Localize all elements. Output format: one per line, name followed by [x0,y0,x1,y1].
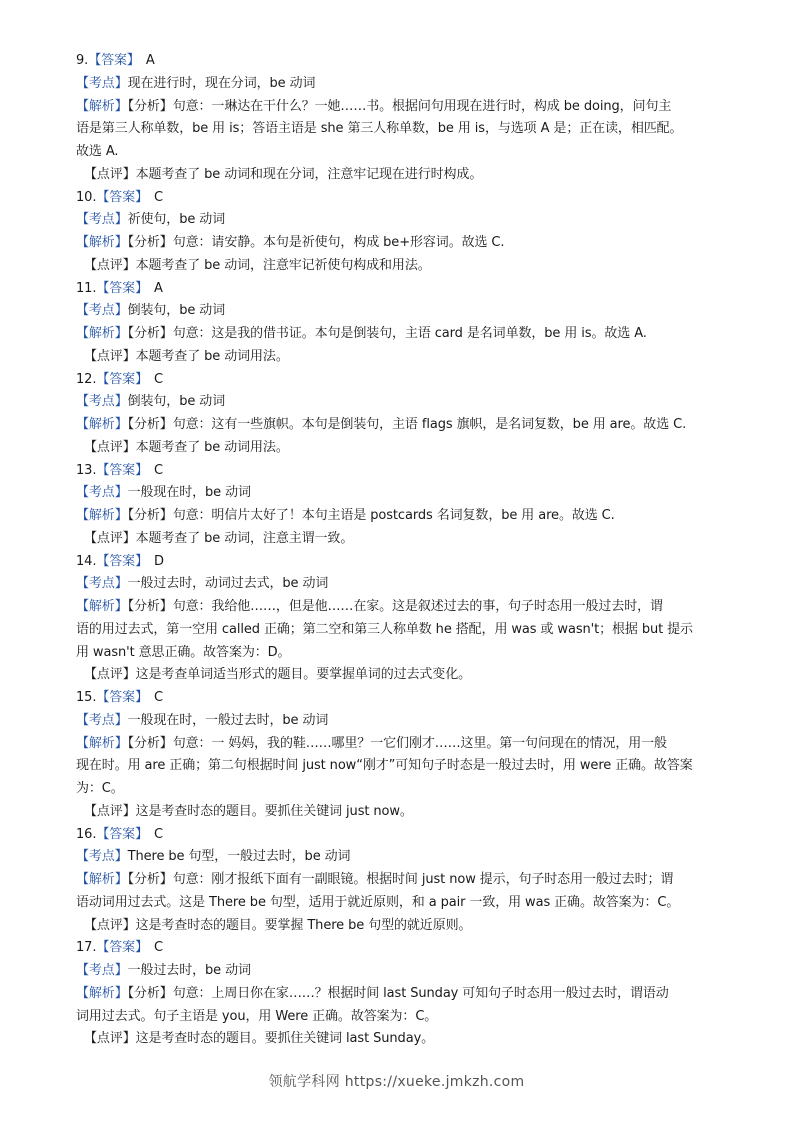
comment-text: 本题考查了 be 动词和现在分词，注意牢记现在进行时构成。 [135,166,483,182]
analysis-label: 【解析】 [76,599,128,614]
comment-text: 这是考查单词适当形式的题目。要掌握单词的过去式变化。 [135,667,472,683]
answer-line [76,369,726,392]
sub-analysis-label: 【分析】 [127,985,173,1001]
comment-line [76,528,726,551]
point-text: 现在进行时，现在分词，be 动词 [127,75,316,91]
answer-item [76,460,726,551]
answer-label: 【答案】 [96,280,148,296]
answer-item [76,187,726,278]
analysis-label: 【解析】 [76,872,128,887]
analysis-text: 句意：上周日你在家……？根据时间 last Sunday 可知句子时态用一般过去时，谓语动 [172,985,669,1001]
answer-label: 【答案】 [96,371,148,387]
comment-label: 【点评】 [84,803,136,819]
analysis-label: 【解析】 [76,985,128,1001]
comment-text: 本题考查了 be 动词用法。 [135,439,289,455]
answer-label: 【答案】 [96,462,148,478]
analysis-line [76,141,726,164]
comment-line [76,801,726,824]
answer-item [76,278,726,369]
analysis-text: 句意：一 妈妈，我的鞋……哪里？一它们刚才……这里。第一句问现在的情况，用一般 [172,735,667,751]
point-label: 【考点】 [76,485,128,501]
comment-label: 【点评】 [84,530,136,546]
point-text: 倒装句，be 动词 [127,394,226,410]
sub-analysis-label: 【分析】 [127,235,173,250]
point-label: 【考点】 [76,963,128,978]
analysis-text: 句意：我给他……，但是他……在家。这是叙述过去的事，句子时态用一般过去时，谓 [172,599,663,614]
point-line [76,391,726,414]
sub-analysis-label: 【分析】 [127,599,173,614]
page-footer: 领航学科网 https://xueke.jmkzh.com [268,1074,525,1090]
point-line [76,209,726,232]
analysis-label: 【解析】 [76,98,128,114]
analysis-text: 句意：这有一些旗帜。本句是倒装句，主语 flags 旗帜，是名词复数，be 用 are。故选 C. [172,417,687,432]
analysis-line [76,232,726,255]
answer-line [76,937,726,960]
point-label: 【考点】 [76,212,128,228]
analysis-line [76,323,726,346]
analysis-label: 【解析】 [76,508,128,523]
answer-document [76,50,726,1051]
comment-label: 【点评】 [84,917,136,933]
sub-analysis-label: 【分析】 [127,417,173,432]
question-number: 12. [76,371,97,387]
answer-value: C [153,189,163,205]
analysis-text: 语的用过去式，第一空用 called 正确；第二空和第三人称单数 he 搭配，用 was 或 wasn't；根据 but 提示 [76,621,693,637]
analysis-line [76,983,726,1006]
analysis-text: 故选 A. [76,144,119,159]
analysis-line [76,619,726,642]
analysis-label: 【解析】 [76,235,128,250]
question-number: 13. [76,462,97,478]
answer-item [76,937,726,1051]
analysis-text: 句意：刚才报纸下面有一副眼镜。根据时间 just now 提示，句子时态用一般过去时；谓 [172,872,674,887]
answer-label: 【答案】 [96,826,148,842]
comment-line [76,346,726,369]
analysis-line [76,118,726,141]
answer-line [76,551,726,574]
comment-label: 【点评】 [84,439,136,455]
point-text: There be 句型，一般过去时，be 动词 [127,849,351,865]
answer-item [76,824,726,938]
analysis-text: 词用过去式。句子主语是 you，用 Were 正确。故答案为：C。 [76,1008,438,1024]
analysis-line [76,869,726,892]
point-text: 一般现在时，一般过去时，be 动词 [127,712,329,728]
analysis-line [76,596,726,619]
point-label: 【考点】 [76,849,128,865]
analysis-line [76,1006,726,1029]
comment-line [76,437,726,460]
answer-value: C [153,826,163,842]
comment-line [76,164,726,187]
answer-line [76,460,726,483]
comment-line [76,915,726,938]
point-line [76,73,726,96]
answer-item [76,551,726,688]
sub-analysis-label: 【分析】 [127,872,173,887]
point-line [76,482,726,505]
point-label: 【考点】 [76,712,128,728]
analysis-label: 【解析】 [76,326,128,341]
comment-text: 这是考查时态的题目。要抓住关键词 just now。 [135,803,413,819]
point-label: 【考点】 [76,303,128,319]
comment-text: 本题考查了 be 动词用法。 [135,348,289,364]
point-line [76,846,726,869]
point-text: 一般现在时，be 动词 [127,485,251,501]
analysis-line [76,414,726,437]
point-label: 【考点】 [76,576,128,592]
comment-text: 本题考查了 be 动词，注意主谓一致。 [135,530,354,546]
answer-item [76,369,726,460]
answer-line [76,687,726,710]
answer-item [76,50,726,187]
answer-value: C [153,371,163,387]
question-number: 9. [76,53,89,68]
answer-label: 【答案】 [96,940,148,956]
question-number: 16. [76,826,97,842]
point-line [76,573,726,596]
analysis-line [76,642,726,665]
sub-analysis-label: 【分析】 [127,98,173,114]
analysis-text: 用 wasn't 意思正确。故答案为：D。 [76,644,291,660]
analysis-text: 句意：请安静。本句是祈使句，构成 be+形容词。故选 C. [172,235,505,250]
analysis-text: 语动词用过去式。这是 There be 句型，适用于就近原则，和 a pair 一致，用 was 正确。故答案为：C。 [76,894,680,910]
analysis-line [76,733,726,756]
point-text: 倒装句，be 动词 [127,303,226,319]
analysis-text: 句意：明信片太好了！本句主语是 postcards 名词复数，be 用 are。故选 C. [172,508,615,523]
comment-label: 【点评】 [84,166,136,182]
analysis-line [76,755,726,778]
question-number: 15. [76,690,97,705]
answer-value: C [153,462,163,478]
answer-label: 【答案】 [96,189,148,205]
analysis-line [76,505,726,528]
point-text: 祈使句，be 动词 [127,212,226,228]
sub-analysis-label: 【分析】 [127,508,173,523]
comment-label: 【点评】 [84,1031,136,1047]
comment-text: 本题考查了 be 动词，注意牢记祈使句构成和用法。 [135,257,431,273]
answer-value: A [153,280,163,296]
answer-line [76,50,726,73]
comment-line [76,255,726,278]
question-number: 11. [76,280,97,296]
point-text: 一般过去时，be 动词 [127,963,251,978]
point-line [76,300,726,323]
analysis-text: 句意：这是我的借书证。本句是倒装句，主语 card 是名词单数，be 用 is。故选 A. [172,326,647,341]
analysis-line [76,96,726,119]
analysis-text: 语是第三人称单数，be 用 is；答语主语是 she 第三人称单数，be 用 is，与选项 A 是；正在读，相匹配。 [76,121,683,137]
sub-analysis-label: 【分析】 [127,735,173,751]
point-label: 【考点】 [76,75,128,91]
answer-value: C [153,690,163,705]
answer-label: 【答案】 [88,53,140,68]
answer-line [76,824,726,847]
answer-line [76,187,726,210]
analysis-label: 【解析】 [76,417,128,432]
analysis-line [76,778,726,801]
answer-value: C [153,940,163,956]
comment-label: 【点评】 [84,257,136,273]
answer-item [76,687,726,824]
analysis-label: 【解析】 [76,735,128,751]
answer-value: D [153,553,164,569]
analysis-line [76,892,726,915]
comment-line [76,1028,726,1051]
comment-label: 【点评】 [84,667,136,683]
analysis-text: 为：C。 [76,781,124,796]
answer-list [76,50,726,1051]
question-number: 10. [76,189,97,205]
comment-label: 【点评】 [84,348,136,364]
question-number: 17. [76,940,97,956]
point-text: 一般过去时，动词过去式，be 动词 [127,576,329,592]
comment-text: 这是考查时态的题目。要掌握 There be 句型的就近原则。 [135,917,472,933]
point-line [76,960,726,983]
point-label: 【考点】 [76,394,128,410]
answer-label: 【答案】 [96,553,148,569]
question-number: 14. [76,553,97,569]
comment-text: 这是考查时态的题目。要抓住关键词 last Sunday。 [135,1031,435,1047]
answer-label: 【答案】 [96,690,148,705]
answer-value: A [145,53,155,68]
comment-line [76,664,726,687]
point-line [76,710,726,733]
analysis-text: 现在时。用 are 正确；第二句根据时间 just now“刚才”可知句子时态是一般过去时，用 were 正确。故答案 [76,758,693,774]
analysis-text: 句意：一琳达在干什么？一她……书。根据问句用现在进行时，构成 be doing，问句主 [172,98,672,114]
answer-line [76,278,726,301]
sub-analysis-label: 【分析】 [127,326,173,341]
